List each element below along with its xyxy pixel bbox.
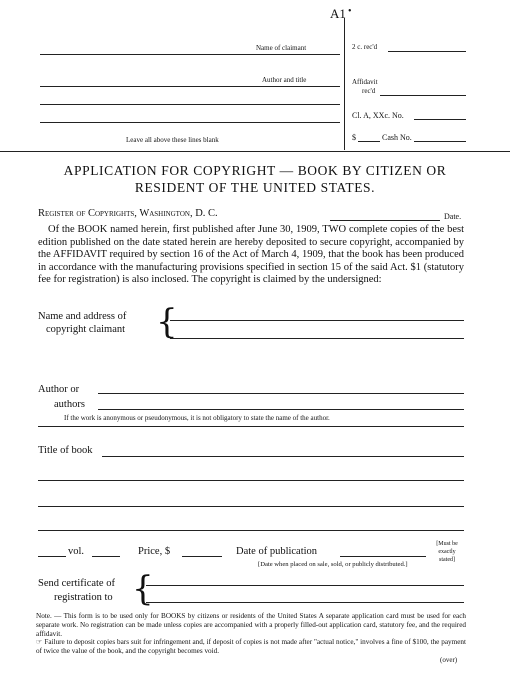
form-id: A1: [330, 6, 346, 21]
cash-dollar-sign: $: [352, 133, 356, 142]
publication-date-note: [Date when placed on sale, sold, or publicly distributed.]: [258, 561, 408, 568]
copies-received-label: 2 c. rec'd: [352, 43, 378, 51]
send-certificate-label-1: Send certificate of: [38, 578, 115, 589]
book-title-line-2[interactable]: [38, 480, 464, 481]
affidavit-received-label: rec'd: [362, 87, 376, 95]
title-of-book-label: Title of book: [38, 445, 93, 456]
name-of-claimant-label: Name of claimant: [256, 44, 307, 52]
send-certificate-label-2: registration to: [54, 592, 113, 603]
author-bottom-line[interactable]: [38, 426, 464, 427]
author-and-title-label: Author and title: [262, 76, 307, 84]
volume-after-line: [92, 556, 120, 557]
book-title-line-4[interactable]: [38, 530, 464, 531]
book-title-line-3[interactable]: [38, 506, 464, 507]
cash-amount-line[interactable]: [358, 141, 380, 142]
volume-line[interactable]: [38, 556, 66, 557]
claimant-brace: {: [156, 302, 178, 342]
over-indicator: (over): [440, 656, 458, 664]
author-field-label-2: authors: [54, 399, 85, 410]
affidavit-received-line[interactable]: [380, 95, 466, 96]
header-bottom-rule: [0, 151, 510, 152]
author-title-line-3[interactable]: [40, 122, 340, 123]
price-line[interactable]: [182, 556, 222, 557]
claimant-address-line-1[interactable]: [170, 320, 464, 321]
date-line[interactable]: [330, 220, 440, 221]
bullet-mark: •: [348, 6, 352, 17]
claimant-line[interactable]: [40, 54, 340, 55]
class-number-line[interactable]: [414, 119, 466, 120]
penalty-note: ☞ Failure to deposit copies bars suit for infringement and, if deposit of copies is not made after "actual notice," involves a fine of $100, the payment of twice the value of the book, and the copyright becomes void.: [36, 638, 466, 655]
claimant-address-line-2[interactable]: [170, 338, 464, 339]
author-title-line-2[interactable]: [40, 104, 340, 105]
form-title-line-2: RESIDENT OF THE UNITED STATES.: [134, 180, 376, 195]
volume-label: vol.: [68, 546, 85, 557]
usage-note: Note. — This form is to be used only for BOOKS by citizens or residents of the United States A separate application card must be used for each separate work. No registration can be made unless copies are accompanied with a properly filled-out application card, statutory fee, and the required affidavit.: [36, 612, 466, 638]
date-label: Date.: [444, 212, 462, 221]
send-certificate-line-1[interactable]: [146, 585, 464, 586]
publication-date-line[interactable]: [340, 556, 426, 557]
affidavit-label: Affidavit: [352, 78, 378, 86]
date-of-publication-label: Date of publication: [236, 546, 318, 557]
header-divider: [344, 18, 345, 150]
price-label: Price, $: [138, 546, 171, 557]
leave-blank-label: Leave all above these lines blank: [126, 136, 219, 144]
author-field-label-1: Author or: [38, 384, 80, 395]
send-certificate-line-2[interactable]: [146, 602, 464, 603]
send-certificate-brace: {: [132, 569, 154, 609]
copies-received-line[interactable]: [388, 51, 466, 52]
author-title-line-1[interactable]: [40, 86, 340, 87]
application-statement: Of the BOOK named herein, first published after June 30, 1909, TWO complete copies of the best edition published on the date stated herein are hereby deposited to secure copyright, accompanied by the AFFIDAVIT required by section 16 of the Act of March 4, 1909, that the book has been produced in accordance with the manufacturing provisions specified in section 15 of the said Act. $1 (statutory fee for registration) is also inclosed. The copyright is claimed by the undersigned:: [38, 224, 464, 285]
claimant-field-label-2: copyright claimant: [46, 324, 126, 335]
author-line-1[interactable]: [98, 393, 464, 394]
register-address: Register of Copyrights, Washington, D. C.: [38, 208, 218, 219]
form-title-line-1: APPLICATION FOR COPYRIGHT — BOOK BY CITIZEN OR: [63, 163, 447, 178]
cash-number-line[interactable]: [414, 141, 466, 142]
claimant-field-label-1: Name and address of: [38, 311, 127, 322]
must-be-exactly-stated-note: [Must be exactly stated]: [436, 541, 458, 563]
author-line-2[interactable]: [98, 409, 464, 410]
book-title-line-1[interactable]: [102, 456, 464, 457]
anonymous-note: If the work is anonymous or pseudonymous, it is not obligatory to state the name of the author.: [64, 414, 330, 422]
class-number-label: Cl. A, XXc. No.: [352, 111, 404, 120]
cash-number-label: Cash No.: [382, 133, 412, 142]
